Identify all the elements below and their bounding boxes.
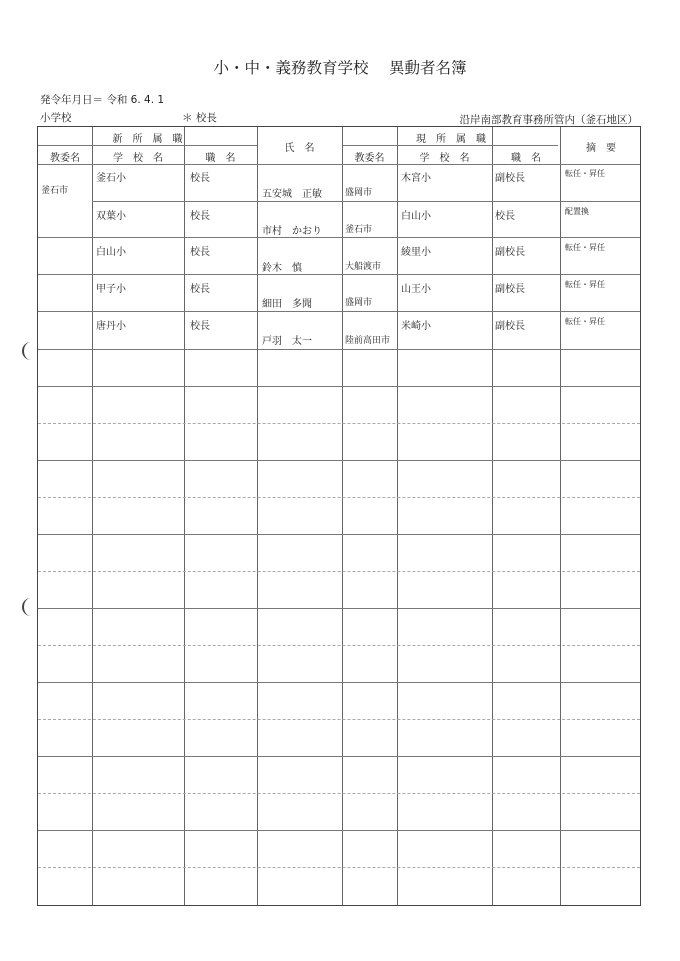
remarks-cell: 転任・昇任 xyxy=(565,317,605,326)
new-board-cell: 釜石市 xyxy=(41,186,69,196)
row-divider xyxy=(38,793,640,794)
row-divider xyxy=(38,237,640,238)
header-new-affiliation: 新 所 属 職 xyxy=(112,134,183,145)
jurisdiction-label: 沿岸南部教育事務所管内（釜石地区） xyxy=(459,114,638,126)
roster-table xyxy=(37,126,641,906)
column-divider xyxy=(397,127,398,905)
current-board-cell: 陸前高田市 xyxy=(345,336,391,346)
row-divider xyxy=(38,311,640,312)
name-cell: 戸羽 太一 xyxy=(262,336,312,347)
row-divider xyxy=(38,460,640,461)
new-school-cell: 釜石小 xyxy=(96,173,126,184)
current-position-cell: 副校長 xyxy=(495,173,525,184)
current-school-cell: 山王小 xyxy=(401,284,431,295)
header-current-school: 学 校 名 xyxy=(419,153,470,164)
current-position-cell: 副校長 xyxy=(495,321,525,332)
row-divider xyxy=(92,201,640,202)
current-school-cell: 木宮小 xyxy=(401,173,431,184)
new-school-cell: 甲子小 xyxy=(96,284,126,295)
row-divider xyxy=(38,571,640,572)
document-title: 小・中・義務教育学校 異動者名簿 xyxy=(213,59,467,77)
row-divider xyxy=(38,386,640,387)
name-cell: 市村 かおり xyxy=(262,226,322,237)
issue-date-line: 発令年月日＝ 令和 6. 4. 1 xyxy=(40,94,165,106)
header-new-board: 教委名 xyxy=(50,153,80,164)
current-board-cell: 盛岡市 xyxy=(345,188,373,198)
column-divider xyxy=(492,127,493,905)
name-cell: 細田 多聞 xyxy=(262,299,312,310)
name-cell: 五安城 正敏 xyxy=(262,189,322,200)
row-divider xyxy=(38,349,640,350)
row-divider xyxy=(38,534,640,535)
school-type-label: 小学校 xyxy=(40,112,72,124)
header-divider xyxy=(342,145,558,146)
new-school-cell: 唐丹小 xyxy=(96,321,126,332)
current-position-cell: 副校長 xyxy=(495,284,525,295)
new-position-cell: 校長 xyxy=(190,211,210,222)
binding-hole-mark xyxy=(22,342,34,360)
row-divider xyxy=(38,423,640,424)
remarks-cell: 転任・昇任 xyxy=(565,280,605,289)
header-current-position: 職 名 xyxy=(511,153,541,164)
header-remarks: 摘 要 xyxy=(586,143,616,154)
new-school-cell: 双葉小 xyxy=(96,211,126,222)
remarks-cell: 転任・昇任 xyxy=(565,243,605,252)
row-divider xyxy=(38,497,640,498)
current-position-cell: 副校長 xyxy=(495,247,525,258)
header-current-affiliation: 現 所 属 職 xyxy=(416,134,486,145)
position-note: ＊ 校長 xyxy=(182,112,217,124)
new-position-cell: 校長 xyxy=(190,247,210,258)
row-divider xyxy=(38,830,640,831)
column-divider xyxy=(257,127,258,905)
header-current-board: 教委名 xyxy=(354,153,385,164)
current-board-cell: 盛岡市 xyxy=(345,298,373,308)
current-board-cell: 大船渡市 xyxy=(345,262,382,272)
header-bottom-line xyxy=(38,164,640,165)
current-board-cell: 釜石市 xyxy=(345,225,373,235)
column-divider xyxy=(92,127,93,905)
row-divider xyxy=(38,645,640,646)
column-divider xyxy=(560,127,561,905)
current-position-cell: 校長 xyxy=(495,211,515,222)
column-divider xyxy=(184,127,185,905)
new-school-cell: 白山小 xyxy=(96,247,126,258)
row-divider xyxy=(38,682,640,683)
current-school-cell: 白山小 xyxy=(401,211,431,222)
column-divider xyxy=(342,127,343,905)
row-divider xyxy=(38,867,640,868)
new-position-cell: 校長 xyxy=(190,321,210,332)
new-position-cell: 校長 xyxy=(190,173,210,184)
row-divider xyxy=(38,719,640,720)
header-new-position: 職 名 xyxy=(205,153,236,164)
row-divider xyxy=(38,756,640,757)
name-cell: 鈴木 慎 xyxy=(262,263,302,274)
binding-hole-mark xyxy=(22,598,34,616)
header-divider xyxy=(38,145,258,146)
row-divider xyxy=(38,608,640,609)
current-school-cell: 米崎小 xyxy=(401,321,431,332)
row-divider xyxy=(38,274,640,275)
remarks-cell: 転任・昇任 xyxy=(565,169,605,178)
new-position-cell: 校長 xyxy=(190,284,210,295)
remarks-cell: 配置換 xyxy=(565,207,589,216)
header-new-school: 学 校 名 xyxy=(113,153,163,164)
header-name: 氏 名 xyxy=(284,143,315,154)
current-school-cell: 綾里小 xyxy=(401,247,431,258)
